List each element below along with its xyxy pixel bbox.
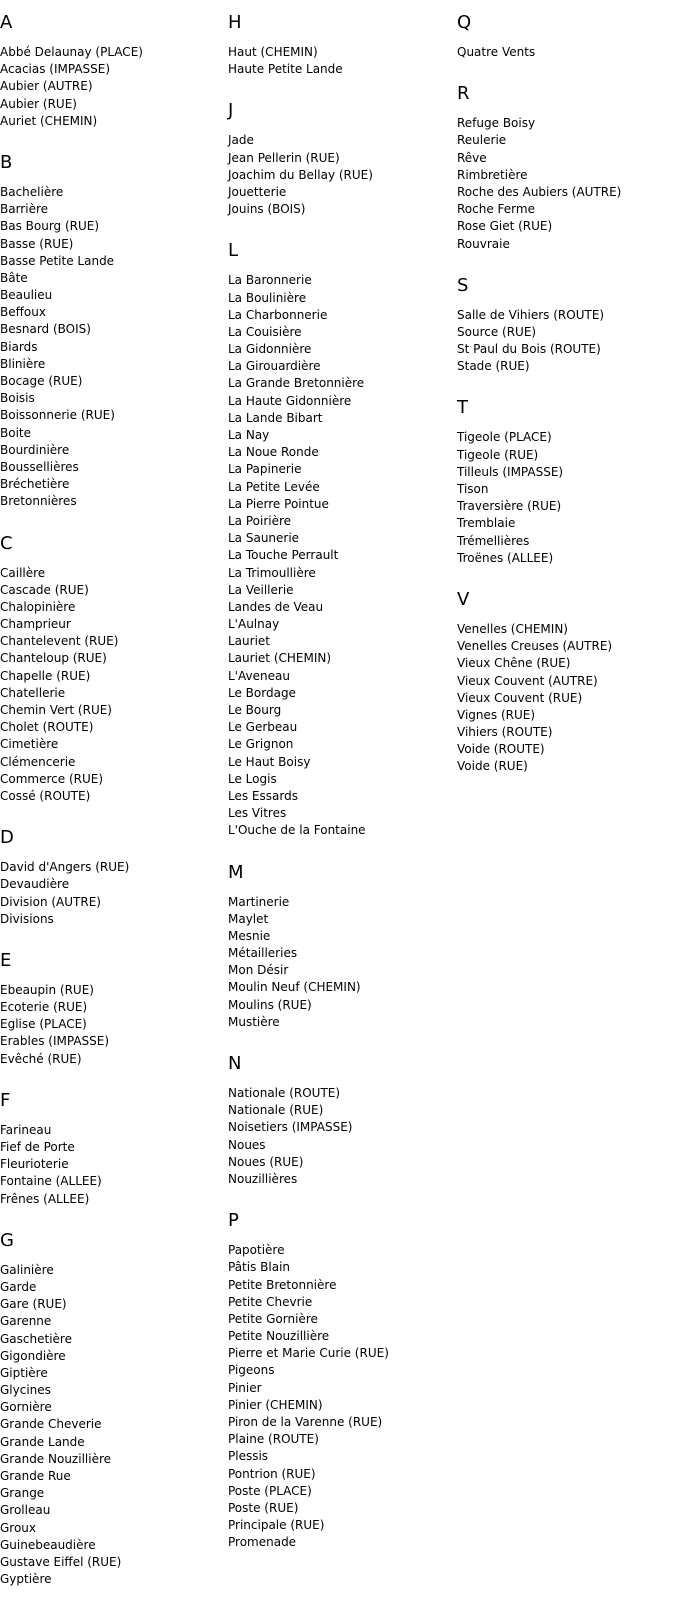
street-link[interactable]: La Pierre Pointue — [228, 496, 329, 511]
street-link[interactable]: Boussellières — [0, 459, 79, 474]
letter-heading: D — [0, 827, 14, 849]
street-list — [228, 1242, 443, 1551]
street-link[interactable]: Pierre et Marie Curie (RUE) — [228, 1346, 389, 1361]
street-list — [228, 272, 443, 839]
street-list — [0, 1262, 215, 1589]
street-link[interactable]: Jade — [228, 133, 254, 148]
street-link[interactable]: La Gidonnière — [228, 342, 312, 357]
street-link[interactable]: Roche Ferme — [457, 202, 535, 217]
street-link[interactable]: Boissonnerie (RUE) — [0, 408, 115, 423]
street-link[interactable]: Promenade — [228, 1535, 297, 1550]
street-link[interactable]: La Papinerie — [228, 462, 302, 477]
street-link[interactable]: Boisis — [0, 391, 35, 406]
letter-group — [228, 100, 443, 218]
street-link[interactable]: Petite Bretonnière — [228, 1277, 337, 1292]
street-link[interactable]: Mesnie — [228, 928, 271, 943]
street-link[interactable]: Bretonnières — [0, 494, 77, 509]
street-link[interactable]: La Grande Bretonnière — [228, 376, 365, 391]
street-link[interactable]: Landes de Veau — [228, 599, 324, 614]
street-link[interactable]: La Boulinière — [228, 290, 307, 305]
street-link[interactable]: Giptière — [0, 1365, 48, 1380]
street-link[interactable]: Lauriet — [228, 634, 270, 649]
street-link[interactable]: Vignes (RUE) — [457, 707, 536, 722]
letter-group — [228, 862, 443, 1032]
street-list — [0, 982, 215, 1068]
street-link[interactable]: La Nay — [228, 428, 270, 442]
street-link[interactable]: Principale (RUE) — [228, 1518, 325, 1533]
street-link[interactable]: Moulin Neuf (CHEMIN) — [228, 980, 361, 995]
street-link[interactable]: Blinière — [0, 356, 46, 371]
street-link[interactable]: Métailleries — [228, 946, 298, 961]
street-link[interactable]: Chalopinière — [0, 599, 76, 614]
letter-heading: S — [457, 274, 469, 296]
letter-group — [457, 12, 672, 61]
letter-group — [0, 12, 215, 130]
street-link[interactable]: Fleurioterie — [0, 1157, 69, 1172]
street-link[interactable]: Jouetterie — [228, 184, 287, 199]
street-link[interactable]: Chatellerie — [0, 685, 66, 700]
letter-heading: G — [0, 1229, 14, 1251]
street-link[interactable]: Rose Giet (RUE) — [457, 219, 553, 234]
street-link[interactable]: Basse Petite Lande — [0, 253, 115, 268]
letter-heading: C — [0, 532, 13, 554]
street-link[interactable]: Acacias (IMPASSE) — [0, 62, 111, 77]
street-list — [457, 621, 672, 776]
street-link[interactable]: Mustière — [228, 1014, 280, 1029]
street-link[interactable]: Nouzillières — [228, 1171, 298, 1186]
street-link[interactable]: Besnard (BOIS) — [0, 322, 91, 337]
letter-heading: L — [228, 240, 239, 262]
street-link[interactable]: Farineau — [0, 1122, 52, 1137]
letter-group — [0, 950, 215, 1068]
letter-heading: F — [0, 1089, 11, 1111]
street-list — [457, 429, 672, 567]
street-link[interactable]: L'Aveneau — [228, 668, 290, 683]
street-link[interactable]: Le Gerbeau — [228, 720, 298, 735]
street-link[interactable]: Poste (RUE) — [228, 1500, 299, 1515]
street-link[interactable]: La Couisière — [228, 324, 302, 339]
letter-heading: T — [457, 397, 468, 419]
street-link[interactable]: Bourdinière — [0, 442, 70, 457]
street-link[interactable]: Nationale (ROUTE) — [228, 1086, 341, 1100]
letter-group — [0, 1090, 215, 1208]
letter-heading: M — [228, 861, 244, 883]
street-link[interactable]: Garde — [0, 1279, 37, 1294]
street-link[interactable]: L'Ouche de la Fontaine — [228, 823, 366, 838]
street-link[interactable]: Ecoterie (RUE) — [0, 1000, 88, 1015]
street-link[interactable]: Abbé Delaunay (PLACE) — [0, 45, 143, 59]
street-link[interactable]: Bachelière — [0, 184, 64, 199]
street-link[interactable]: Salle de Vihiers (ROUTE) — [457, 307, 605, 322]
street-link[interactable]: Evêché (RUE) — [0, 1051, 82, 1066]
index-column — [228, 12, 443, 1574]
index-column — [457, 12, 672, 798]
street-link[interactable]: Lauriet (CHEMIN) — [228, 651, 332, 666]
street-list — [228, 44, 443, 78]
letter-heading: P — [228, 1210, 239, 1232]
letter-heading: V — [457, 588, 470, 610]
street-link[interactable]: Chapelle (RUE) — [0, 668, 91, 683]
street-link[interactable]: Beaulieu — [0, 288, 53, 303]
street-link[interactable]: Les Essards — [228, 788, 298, 803]
street-link[interactable]: Gare (RUE) — [0, 1297, 67, 1312]
letter-heading: Q — [457, 12, 472, 33]
street-link[interactable]: Grolleau — [0, 1503, 51, 1518]
street-list — [228, 1085, 443, 1188]
street-link[interactable]: Galinière — [0, 1262, 54, 1277]
street-link[interactable]: Moulins (RUE) — [228, 997, 312, 1012]
street-link[interactable]: Le Bordage — [228, 685, 296, 700]
letter-group — [457, 589, 672, 776]
street-link[interactable]: Reulerie — [457, 133, 507, 148]
street-link[interactable]: Fontaine (ALLEE) — [0, 1174, 102, 1189]
letter-group — [228, 12, 443, 78]
street-link[interactable]: Noues (RUE) — [228, 1154, 304, 1169]
street-link[interactable]: Trémellières — [457, 533, 530, 548]
street-link[interactable]: Stade (RUE) — [457, 359, 530, 374]
street-link[interactable]: Pigeons — [228, 1363, 275, 1378]
street-link[interactable]: Haut (CHEMIN) — [228, 45, 318, 59]
street-link[interactable]: Vihiers (ROUTE) — [457, 725, 553, 740]
street-link[interactable]: Caillère — [0, 565, 46, 580]
letter-group — [0, 533, 215, 806]
street-link[interactable]: Venelles (CHEMIN) — [457, 621, 568, 636]
street-list — [228, 894, 443, 1032]
street-link[interactable]: La Noue Ronde — [228, 445, 319, 460]
street-link[interactable]: Groux — [0, 1520, 37, 1535]
street-link[interactable]: Cascade (RUE) — [0, 582, 89, 597]
street-link[interactable]: La Haute Gidonnière — [228, 393, 352, 408]
street-link[interactable]: Noues — [228, 1137, 266, 1152]
letter-group — [0, 1230, 215, 1589]
street-list — [0, 859, 215, 928]
street-link[interactable]: Eglise (PLACE) — [0, 1017, 87, 1032]
street-list — [457, 115, 672, 253]
street-link[interactable]: Champrieur — [0, 617, 71, 632]
street-link[interactable]: Grande Rue — [0, 1469, 71, 1483]
street-link[interactable]: La Touche Perrault — [228, 548, 339, 563]
street-link[interactable]: Grange — [0, 1486, 45, 1501]
street-link[interactable]: Clémencerie — [0, 754, 76, 769]
street-link[interactable]: Tigeole (RUE) — [457, 447, 539, 462]
letter-heading: E — [0, 949, 12, 971]
street-link[interactable]: Cossé (ROUTE) — [0, 788, 91, 803]
street-link[interactable]: Commerce (RUE) — [0, 771, 104, 786]
street-link[interactable]: Barrière — [0, 202, 49, 217]
street-link[interactable]: Petite Chevrie — [228, 1294, 313, 1309]
street-link[interactable]: Noisetiers (IMPASSE) — [228, 1120, 353, 1135]
street-link[interactable]: La Charbonnerie — [228, 307, 328, 322]
street-link[interactable]: Gustave Eiffel (RUE) — [0, 1554, 122, 1569]
street-link[interactable]: Bréchetière — [0, 477, 70, 492]
street-link[interactable]: Erables (IMPASSE) — [0, 1034, 110, 1049]
street-link[interactable]: Frênes (ALLEE) — [0, 1191, 90, 1206]
letter-group — [228, 240, 443, 839]
street-link[interactable]: Cholet (ROUTE) — [0, 720, 94, 735]
street-link[interactable]: Piron de la Varenne (RUE) — [228, 1415, 383, 1429]
letter-group — [457, 275, 672, 376]
street-link[interactable]: Gaschetière — [0, 1331, 72, 1346]
street-link[interactable]: Biards — [0, 339, 38, 354]
street-list — [0, 565, 215, 806]
letter-heading: B — [0, 151, 13, 173]
street-link[interactable]: Mon Désir — [228, 963, 289, 978]
street-link[interactable]: Tigeole (PLACE) — [457, 430, 552, 445]
street-link[interactable]: Pontrion (RUE) — [228, 1466, 316, 1481]
street-link[interactable]: Cimetière — [0, 737, 59, 752]
street-link[interactable]: La Petite Levée — [228, 479, 320, 494]
street-link[interactable]: Pinier — [228, 1380, 262, 1395]
street-link[interactable]: Bas Bourg (RUE) — [0, 219, 100, 234]
street-link[interactable]: Traversière (RUE) — [457, 499, 562, 514]
street-link[interactable]: Nationale (RUE) — [228, 1103, 324, 1118]
street-link[interactable]: Plessis — [228, 1449, 269, 1464]
street-link[interactable]: Grande Cheverie — [0, 1417, 102, 1432]
street-link[interactable]: Pinier (CHEMIN) — [228, 1397, 323, 1412]
street-link[interactable]: Chantelevent (RUE) — [0, 634, 119, 649]
street-link[interactable]: Glycines — [0, 1383, 51, 1398]
street-link[interactable]: Roche des Aubiers (AUTRE) — [457, 184, 622, 199]
street-link[interactable]: La Saunerie — [228, 531, 300, 546]
street-link[interactable]: Poste (PLACE) — [228, 1483, 312, 1498]
street-link[interactable]: Jean Pellerin (RUE) — [228, 150, 340, 165]
letter-heading: R — [457, 83, 470, 105]
letter-heading: H — [228, 12, 242, 33]
index-column — [0, 12, 215, 1610]
street-link[interactable]: Devaudière — [0, 877, 70, 892]
street-link[interactable]: Voide (ROUTE) — [457, 742, 545, 757]
street-link[interactable]: Voide (RUE) — [457, 759, 528, 774]
street-link[interactable]: Le Bourg — [228, 703, 282, 717]
street-link[interactable]: La Poirière — [228, 513, 292, 528]
street-link[interactable]: Vieux Couvent (RUE) — [457, 690, 583, 705]
street-link[interactable]: Refuge Boisy — [457, 116, 536, 131]
street-link[interactable]: Quatre Vents — [457, 45, 536, 59]
street-list — [457, 307, 672, 376]
letter-group — [0, 827, 215, 928]
street-link[interactable]: David d'Angers (RUE) — [0, 860, 130, 875]
street-link[interactable]: Aubier (RUE) — [0, 96, 77, 111]
street-link[interactable]: Gigondière — [0, 1348, 66, 1363]
street-link[interactable]: Rimbretière — [457, 167, 528, 182]
street-link[interactable]: Tilleuls (IMPASSE) — [457, 464, 564, 479]
street-link[interactable]: Basse (RUE) — [0, 236, 74, 251]
street-link[interactable]: Grande Nouzillière — [0, 1451, 111, 1466]
street-link[interactable]: Vieux Chêne (RUE) — [457, 656, 571, 671]
street-list — [0, 184, 215, 511]
letter-heading: J — [228, 100, 234, 122]
street-link[interactable]: Chemin Vert (RUE) — [0, 703, 112, 717]
street-link[interactable]: Garenne — [0, 1314, 52, 1329]
street-link[interactable]: Division (AUTRE) — [0, 894, 101, 909]
street-link[interactable]: Beffoux — [0, 305, 46, 320]
letter-group — [228, 1053, 443, 1188]
street-link[interactable]: Rêve — [457, 150, 487, 165]
letter-group — [457, 83, 672, 253]
street-link[interactable]: Chanteloup (RUE) — [0, 651, 107, 666]
street-link[interactable]: Vieux Couvent (AUTRE) — [457, 673, 598, 688]
letter-group — [228, 1210, 443, 1551]
street-link[interactable]: Gornière — [0, 1400, 52, 1415]
street-link[interactable]: L'Aulnay — [228, 617, 280, 632]
street-link[interactable]: Rouvraie — [457, 236, 510, 251]
street-link[interactable]: Fief de Porte — [0, 1140, 75, 1154]
street-link[interactable]: La Veillerie — [228, 582, 294, 597]
street-link[interactable]: Pâtis Blain — [228, 1260, 291, 1275]
street-link[interactable]: Tison — [457, 482, 489, 496]
street-link[interactable]: Source (RUE) — [457, 324, 537, 339]
street-link[interactable]: Tremblaie — [457, 516, 516, 531]
street-link[interactable]: Martinerie — [228, 894, 290, 909]
street-link[interactable]: Le Logis — [228, 771, 277, 786]
street-link[interactable]: Troënes (ALLEE) — [457, 550, 554, 565]
street-link[interactable]: Papotière — [228, 1243, 285, 1258]
street-list — [457, 44, 672, 61]
street-link[interactable]: La Baronnerie — [228, 273, 312, 288]
street-link[interactable]: Joachim du Bellay (RUE) — [228, 167, 373, 182]
letter-group — [457, 397, 672, 567]
street-link[interactable]: Le Haut Boisy — [228, 754, 311, 769]
letter-heading: A — [0, 12, 13, 33]
street-link[interactable]: Haute Petite Lande — [228, 62, 343, 77]
street-link[interactable]: Grande Lande — [0, 1434, 85, 1449]
street-link[interactable]: Venelles Creuses (AUTRE) — [457, 639, 613, 654]
street-link[interactable]: La Girouardière — [228, 359, 321, 374]
street-link[interactable]: La Trimoullière — [228, 565, 316, 580]
street-link[interactable]: Guinebeaudière — [0, 1537, 96, 1552]
street-link[interactable]: Petite Nouzillière — [228, 1329, 330, 1344]
street-link[interactable]: Aubier (AUTRE) — [0, 79, 93, 94]
street-link[interactable]: Boite — [0, 425, 31, 440]
street-link[interactable]: Divisions — [0, 911, 54, 926]
street-link[interactable]: Le Grignon — [228, 737, 294, 752]
street-link[interactable]: Bocage (RUE) — [0, 374, 83, 388]
street-link[interactable]: Les Vitres — [228, 806, 287, 821]
street-link[interactable]: St Paul du Bois (ROUTE) — [457, 342, 601, 357]
letter-heading: N — [228, 1053, 242, 1074]
letter-group — [0, 152, 215, 511]
street-list — [0, 44, 215, 130]
street-link[interactable]: Plaine (ROUTE) — [228, 1432, 319, 1447]
street-link[interactable]: Petite Gornière — [228, 1311, 318, 1326]
street-link[interactable]: La Lande Bibart — [228, 410, 323, 425]
street-link[interactable]: Jouins (BOIS) — [228, 202, 306, 217]
street-list — [0, 1122, 215, 1208]
street-link[interactable]: Bâte — [0, 270, 28, 285]
street-link[interactable]: Maylet — [228, 911, 269, 926]
street-list — [228, 132, 443, 218]
street-link[interactable]: Gyptière — [0, 1572, 52, 1587]
street-link[interactable]: Ebeaupin (RUE) — [0, 982, 94, 997]
street-link[interactable]: Auriet (CHEMIN) — [0, 113, 98, 128]
